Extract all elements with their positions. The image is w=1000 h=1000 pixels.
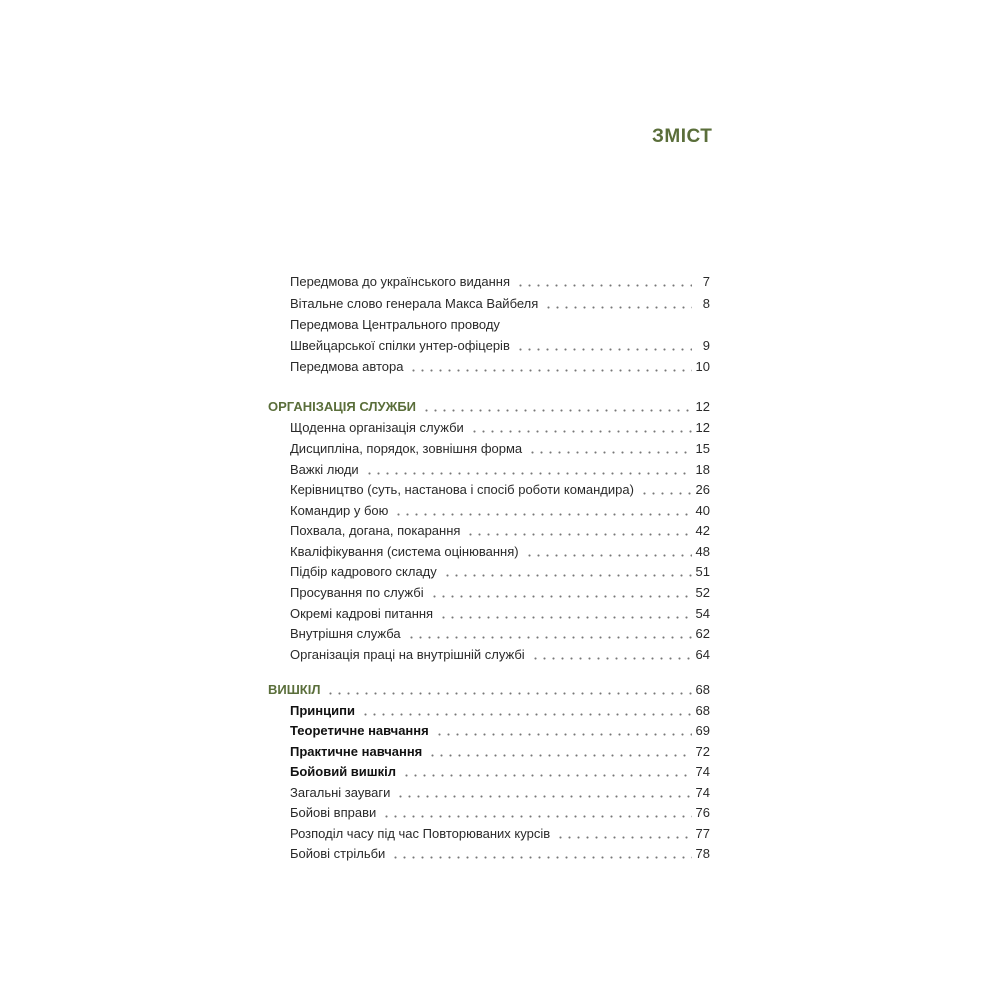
toc-entry-label: Просування по службі xyxy=(290,585,424,600)
dot-leader xyxy=(516,348,692,351)
toc-entry-label: Кваліфікування (система оцінювання) xyxy=(290,544,519,559)
toc-section-heading[interactable] xyxy=(268,395,710,415)
toc-subsection[interactable] xyxy=(290,719,710,739)
toc-entry[interactable] xyxy=(290,560,710,580)
toc-entry-label: Підбір кадрового складу xyxy=(290,564,437,579)
dot-leader xyxy=(640,492,692,495)
toc-page-number: 52 xyxy=(695,585,710,600)
toc-entry[interactable] xyxy=(290,313,710,333)
toc-entry[interactable] xyxy=(290,581,710,601)
toc-page-number: 77 xyxy=(695,826,710,841)
dot-leader xyxy=(531,657,692,660)
toc-page-number: 76 xyxy=(695,805,710,820)
dot-leader xyxy=(525,554,692,557)
toc-entry-label: Командир у бою xyxy=(290,503,389,518)
dot-leader xyxy=(430,595,692,598)
toc-section-heading[interactable] xyxy=(268,678,710,698)
toc-page-number: 68 xyxy=(695,703,710,718)
toc-entry[interactable] xyxy=(290,437,710,457)
toc-entry[interactable] xyxy=(290,822,710,842)
toc-entry[interactable] xyxy=(290,842,710,862)
toc-page-number: 54 xyxy=(695,606,710,621)
dot-leader xyxy=(435,733,692,736)
toc-entry[interactable] xyxy=(290,801,710,821)
dot-leader xyxy=(394,513,691,516)
toc-entry-label: Внутрішня служба xyxy=(290,626,401,641)
toc-entry[interactable] xyxy=(290,292,710,312)
toc-page-number: 74 xyxy=(695,785,710,800)
toc-subsection[interactable] xyxy=(290,699,710,719)
toc-entry-label: Швейцарської спілки унтер-офіцерів xyxy=(290,338,510,353)
dot-leader xyxy=(326,692,691,695)
toc-section-label: ВИШКІЛ xyxy=(268,682,321,697)
toc-entry[interactable] xyxy=(290,270,710,290)
toc-page-number: 12 xyxy=(695,399,710,414)
dot-leader xyxy=(470,430,692,433)
dot-leader xyxy=(428,754,691,757)
toc-entry-label: Бойові стрільби xyxy=(290,846,386,861)
toc-entry-label: Керівництво (суть, настанова і спосіб роботи командира) xyxy=(290,482,634,497)
dot-leader xyxy=(466,533,691,536)
dot-leader xyxy=(556,836,691,839)
toc-entry-label: Організація праці на внутрішній службі xyxy=(290,647,525,662)
toc-entry-label: Передмова до українського видання xyxy=(290,274,510,289)
toc-page-number: 51 xyxy=(695,564,710,579)
dot-leader xyxy=(391,856,691,859)
toc-subsection-label: Практичне навчання xyxy=(290,744,423,759)
toc-section-label: ОРГАНІЗАЦІЯ СЛУЖБИ xyxy=(268,399,417,414)
toc-page-number: 26 xyxy=(695,482,710,497)
toc-entry[interactable] xyxy=(290,458,710,478)
toc-subsection[interactable] xyxy=(290,740,710,760)
toc-entry[interactable] xyxy=(290,602,710,622)
dot-leader xyxy=(528,451,691,454)
toc-page-number: 10 xyxy=(695,359,710,374)
toc-entry-label: Окремі кадрові питання xyxy=(290,606,434,621)
toc-entry[interactable] xyxy=(290,540,710,560)
toc-entry[interactable] xyxy=(290,643,710,663)
toc-page-number: 40 xyxy=(695,503,710,518)
toc-entry[interactable] xyxy=(290,781,710,801)
dot-leader xyxy=(402,774,692,777)
toc-entry-label: Бойові вправи xyxy=(290,805,377,820)
page-title: ЗМІСТ xyxy=(652,126,713,147)
dot-leader xyxy=(409,369,691,372)
toc-entry[interactable] xyxy=(290,334,710,354)
dot-leader xyxy=(361,713,692,716)
toc-entry-label: Дисципліна, порядок, зовнішня форма xyxy=(290,441,523,456)
toc-entry[interactable] xyxy=(290,622,710,642)
dot-leader xyxy=(516,284,692,287)
toc-page-number: 48 xyxy=(695,544,710,559)
toc-entry-label: Вітальне слово генерала Макса Вайбеля xyxy=(290,296,539,311)
dot-leader xyxy=(439,616,691,619)
toc-page-number: 62 xyxy=(695,626,710,641)
toc-page-number: 7 xyxy=(702,274,710,289)
toc-page-number: 68 xyxy=(695,682,710,697)
dot-leader xyxy=(544,306,692,309)
toc-entry-label: Щоденна організація служби xyxy=(290,420,464,435)
toc-entry[interactable] xyxy=(290,478,710,498)
toc-page-number: 8 xyxy=(702,296,710,311)
toc-subsection[interactable] xyxy=(290,760,710,780)
toc-entry[interactable] xyxy=(290,416,710,436)
toc-page-number: 42 xyxy=(695,523,710,538)
toc-entry-label: Передмова Центрального проводу xyxy=(290,317,500,332)
dot-leader xyxy=(365,472,692,475)
dot-leader xyxy=(443,574,692,577)
toc-page-number: 74 xyxy=(695,764,710,779)
toc-entry-label: Розподіл часу під час Повторюваних курсів xyxy=(290,826,551,841)
toc-page-number: 12 xyxy=(695,420,710,435)
toc-page-number: 9 xyxy=(702,338,710,353)
toc-entry-label: Загальні зауваги xyxy=(290,785,391,800)
toc-page-number: 64 xyxy=(695,647,710,662)
dot-leader xyxy=(382,815,691,818)
toc-subsection-label: Теоретичне навчання xyxy=(290,723,429,738)
toc-entry[interactable] xyxy=(290,519,710,539)
toc-page-number: 72 xyxy=(695,744,710,759)
toc-entry[interactable] xyxy=(290,499,710,519)
toc-page-number: 78 xyxy=(695,846,710,861)
toc-page-number: 18 xyxy=(695,462,710,477)
dot-leader xyxy=(407,636,692,639)
toc-entry[interactable] xyxy=(290,355,710,375)
toc-subsection-label: Принципи xyxy=(290,703,355,718)
dot-leader xyxy=(422,409,692,412)
dot-leader xyxy=(396,795,691,798)
toc-subsection-label: Бойовий вишкіл xyxy=(290,764,396,779)
toc-entry-label: Важкі люди xyxy=(290,462,359,477)
toc-page-number: 15 xyxy=(695,441,710,456)
toc-entry-label: Передмова автора xyxy=(290,359,404,374)
toc-entry-label: Похвала, догана, покарання xyxy=(290,523,461,538)
toc-page-number: 69 xyxy=(695,723,710,738)
